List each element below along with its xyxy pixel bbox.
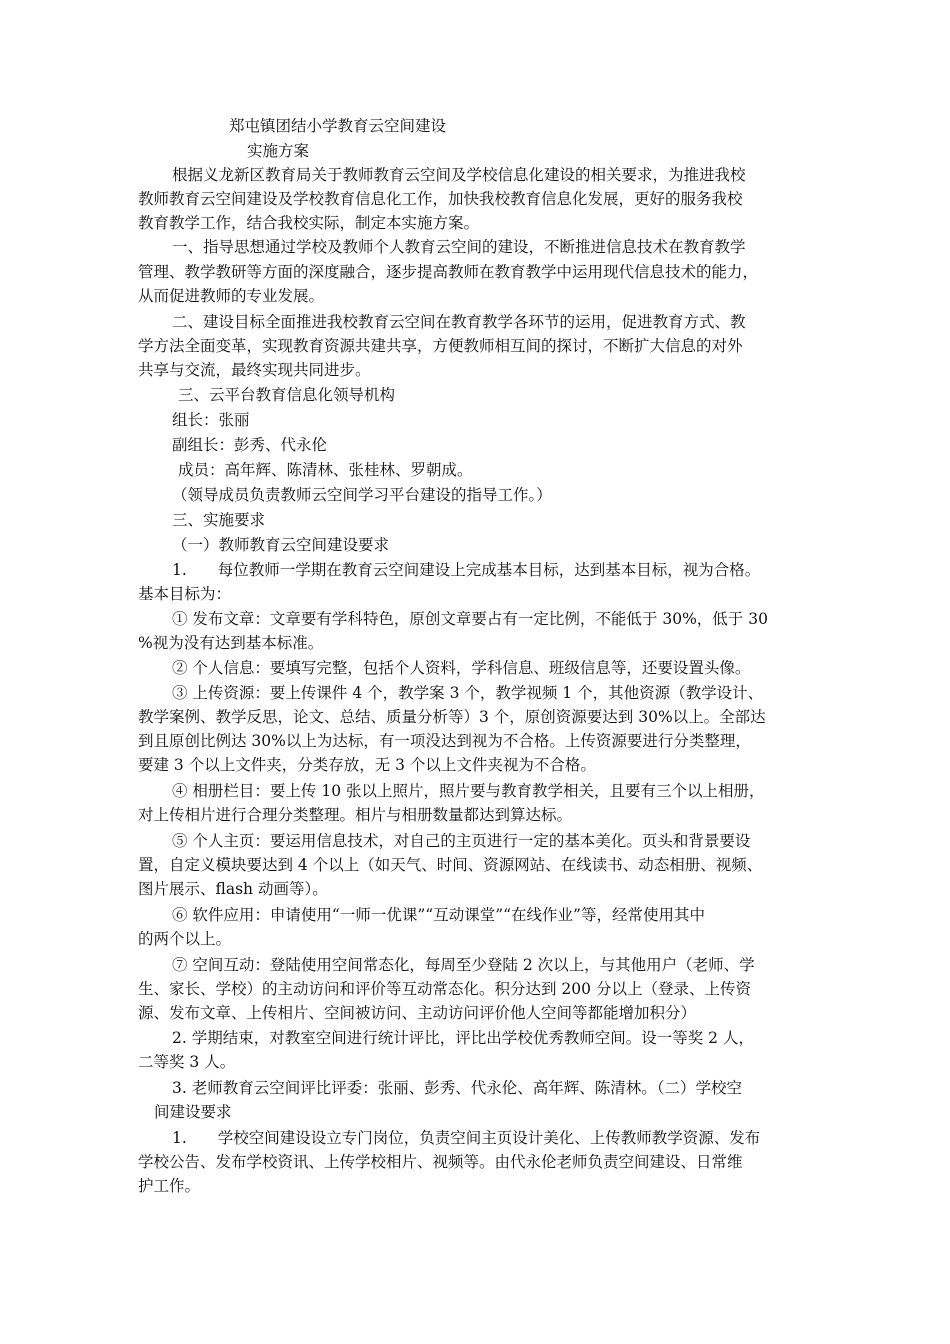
paragraph-line: 间建设要求: [154, 1103, 232, 1121]
paragraph-line: ⑥ 软件应用：申请使用“一师一优课”“互动课堂”“在线作业”等，经常使用其中: [172, 906, 705, 924]
paragraph-line: ③ 上传资源：要上传课件 4 个，教学案 3 个，教学视频 1 个，其他资源（教学设计、: [172, 684, 764, 702]
paragraph-line: 组长：张丽: [172, 411, 250, 429]
paragraph-line: （领导成员负责教师云空间学习平台建设的指导工作。）: [172, 486, 552, 504]
paragraph-line: 学校公告、发布学校资讯、上传学校相片、视频等。由代永伦老师负责空间建设、日常维: [138, 1153, 743, 1171]
paragraph-line: 1. 每位教师一学期在教育云空间建设上完成基本目标，达到基本目标，视为合格。: [172, 561, 761, 579]
paragraph-line: %视为没有达到基本标准。: [138, 634, 324, 652]
paragraph-line: 二等奖 3 人。: [138, 1053, 236, 1071]
section-heading: 三、云平台教育信息化领导机构: [178, 386, 396, 404]
paragraph-line: 对上传相片进行合理分类整理。相片与相册数量都达到算达标。: [138, 806, 573, 824]
section-heading: 三、实施要求: [172, 511, 266, 529]
paragraph-line: 生、家长、学校）的主动访问和评价等互动常态化。积分达到 200 分以上（登录、上传资: [138, 980, 751, 998]
paragraph-line: 3. 老师教育云空间评比评委：张丽、彭秀、代永伦、高年辉、陈清林。（二）学校空: [172, 1079, 742, 1097]
paragraph-line: ① 发布文章：文章要有学科特色，原创文章要占有一定比例，不能低于 30%，低于 30: [172, 610, 768, 628]
paragraph-line: ⑦ 空间互动：登陆使用空间常态化，每周至少登陆 2 次以上，与其他用户（老师、学: [172, 956, 755, 974]
paragraph-line: 根据义龙新区教育局关于教师教育云空间及学校信息化建设的相关要求，为推进我校: [172, 166, 746, 184]
paragraph-line: 共享与交流，最终实现共同进步。: [138, 361, 371, 379]
paragraph-line: 成员：高年辉、陈清林、张桂林、罗朝成。: [178, 461, 473, 479]
paragraph-line: 到且原创比例达 30%以上为达标，有一项没达到视为不合格。上传资源要进行分类整理，: [138, 732, 751, 750]
paragraph-line: 教师教育云空间建设及学校教育信息化工作，加快我校教育信息化发展，更好的服务我校: [138, 190, 743, 208]
paragraph-line: 置，自定义模块要达到 4 个以上（如天气、时间、资源网站、在线读书、动态相册、视频、: [138, 856, 763, 874]
paragraph-line: ④ 相册栏目：要上传 10 张以上照片，照片要与教育教学相关，且要有三个以上相册，: [172, 782, 765, 800]
paragraph-line: 副组长：彭秀、代永伦: [172, 436, 328, 454]
section-heading: （一）教师教育云空间建设要求: [172, 536, 390, 554]
paragraph-line: ② 个人信息：要填写完整，包括个人资料，学科信息、班级信息等，还要设置头像。: [172, 659, 751, 677]
paragraph-line: 2. 学期结束，对教室空间进行统计评比，评比出学校优秀教师空间。设一等奖 2 人，: [172, 1029, 754, 1047]
paragraph-line: 教育教学工作，结合我校实际，制定本实施方案。: [138, 214, 480, 232]
paragraph-line: 护工作。: [138, 1177, 201, 1195]
doc-subtitle: 实施方案: [247, 142, 310, 160]
paragraph-line: 学方法全面变革，实现教育资源共建共享，方便教师相互间的探讨，不断扩大信息的对外: [138, 337, 743, 355]
paragraph-line: 源、发布文章、上传相片、空间被访问、主动访问评价他人空间等都能增加积分）: [138, 1004, 697, 1022]
paragraph-line: 的两个以上。: [138, 930, 232, 948]
paragraph-line: 二、建设目标全面推进我校教育云空间在教育教学各环节的运用，促进教育方式、教: [172, 313, 746, 331]
doc-title: 郑屯镇团结小学教育云空间建设: [229, 117, 447, 135]
paragraph-line: 1. 学校空间建设设立专门岗位，负责空间主页设计美化、上传教师教学资源、发布: [172, 1129, 761, 1147]
paragraph-line: 基本目标为：: [138, 585, 232, 603]
paragraph-line: 要建 3 个以上文件夹，分类存放，无 3 个以上文件夹视为不合格。: [138, 756, 596, 774]
paragraph-line: ⑤ 个人主页：要运用信息技术，对自己的主页进行一定的基本美化。页头和背景要设: [172, 832, 751, 850]
paragraph-line: 一、指导思想通过学校及教师个人教育云空间的建设，不断推进信息技术在教育教学: [172, 238, 746, 256]
paragraph-line: 教学案例、教学反思，论文、总结、质量分析等）3 个，原创资源要达到 30%以上。全部达: [138, 708, 766, 726]
paragraph-line: 管理、教学教研等方面的深度融合，逐步提高教师在教育教学中运用现代信息技术的能力，: [138, 263, 759, 281]
paragraph-line: 图片展示、flash 动画等）。: [138, 880, 328, 898]
paragraph-line: 从而促进教师的专业发展。: [138, 287, 325, 305]
